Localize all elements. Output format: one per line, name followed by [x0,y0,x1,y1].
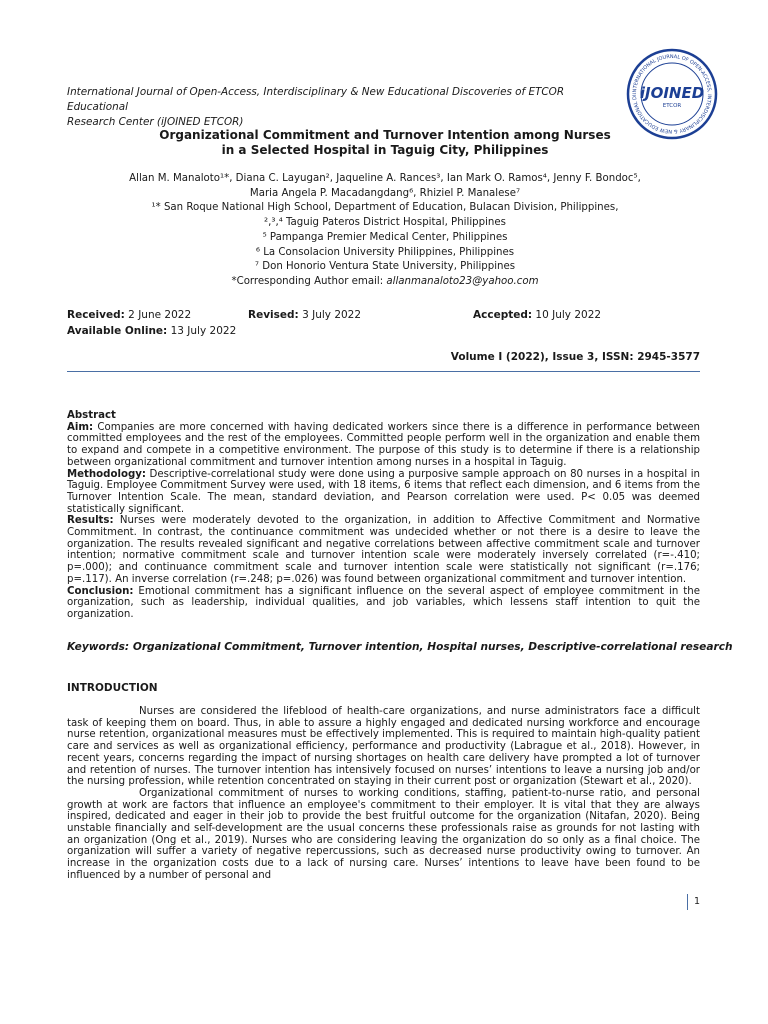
header-divider [67,371,700,372]
affiliation-2: ²,³,⁴ Taguig Pateros District Hospital, Philippines [264,217,506,229]
abstract-heading: Abstract [67,410,116,421]
abstract [67,410,700,621]
abstract-results: Results: Nurses were moderately devoted to the organization, in addition to Affective Commitment and Normative Commitment. In contrast, the continuance commitment was undecided whether or not there is a desire to leave the organization. The results revealed significant and negative correlations between affective commitment scale and turnover intention; normative commitment scale and turnover intention scale were moderately inversely correlated (r=-.410; p=.000); and continuance commitment scale and turnover intention scale were statistically not significant (r=.176; p=.117). An inverse correlation (r=.248; p=.026) was found between organizational commitment and turnover intention. [67,515,700,585]
online-date: Available Online: 13 July 2022 [67,325,237,337]
introduction-heading: INTRODUCTION [67,682,158,694]
paper-title [67,128,703,158]
affiliation-5: ⁷ Don Honorio Ventura State University, Philippines [254,261,516,273]
journal-name-line1: International Journal of Open-Access, Interdisciplinary & New Educational Discoveries of ETCOR Educational [67,86,565,113]
abstract-methodology: Methodology: Descriptive-correlational study were done using a purposive sample approach on 80 nurses in a hospital in Taguig. Employee Commitment Survey were used, with 18 items, 6 items that reflect each dimension, and 6 items from the Turnover Intention Scale. The mean, standard deviation, and Pearson correlation were used. P< 0.05 was deemed statistically significant. [67,468,700,515]
abstract-aim: Aim: Companies are more concerned with having dedicated workers since there is a difference in performance between committed employees and the rest of the employees. Committed people perform well in the organization and enable them to expand and compete in a competitive environment. The purpose of this study is to determine if there is a relationship between organizational commitment and turnover intention among nurses in a hospital in Taguig. [67,421,700,468]
introduction-paragraph: Nurses are considered the lifeblood of health-care organizations, and nurse administrators face a difficult task of keeping them on board. Thus, in able to assure a highly engaged and dedicated nursing workforce and encourage nurse retention, organizational measures must be effectively implemented. This is required to maintain high-quality patient care and services as well as organizational efficiency, performance and productivity (Labrague et al., 2018). However, in recent years, concerns regarding the impact of nursing shortages on health care delivery have prompted a lot of turnover and retention of nurses. The turnover intention has intensively focused on nurses’ intentions to leave a nursing job and/or the nursing profession, while retention concentrated on staying in their current post or organization (Stewart et al., 2020). [67,706,700,788]
keywords: Keywords: Organizational Commitment, Turnover intention, Hospital nurses, Descriptive-correlational research [67,641,733,653]
received-date: Received: 2 June 2022 [67,309,192,321]
paper-title-line2: in a Selected Hospital in Taguig City, Philippines [221,143,549,157]
page-number-bar [687,894,688,910]
affiliation-4: ⁶ La Consolacion University Philippines, Philippines [255,246,515,258]
page-number: 1 [694,896,701,907]
accepted-date: Accepted: 10 July 2022 [473,309,602,321]
journal-logo [626,48,718,140]
abstract-conclusion: Conclusion: Emotional commitment has a significant influence on the several aspect of employee commitment in the organization, such as leadership, individual qualities, and job variables, which lessens staff intention to quit the organization. [67,585,700,620]
volume-issue: Volume I (2022), Issue 3, ISSN: 2945-3577 [450,351,700,363]
corresponding-label: *Corresponding Author email: [231,275,387,287]
journal-name-line2: Research Center (iJOINED ETCOR) [67,116,244,128]
revised-date: Revised: 3 July 2022 [248,309,362,321]
introduction-paragraph: Organizational commitment of nurses to working conditions, staffing, patient-to-nurse ratio, and personal growth at work are factors that influence an employee's commitment to their employer. It is vital that they are always inspired, dedicated and eager in their job to provide the best fruitful outcome for the organization (Nitafan, 2020). Being unstable financially and self-development are the usual concerns these professionals raise as grounds for not lasting with an organization (Ong et al., 2019). Nurses who are considering leaving the organization do so only as a final choice. The organization will suffer a variety of negative repercussions, such as decreased nurse productivity owing to turnover. An increase in the organization costs due to a lack of nursing care. Nurses’ intentions to leave have been found to be influenced by a number of personal and [67,787,700,881]
logo-sub: ETCOR [662,103,682,109]
affiliation-3: ⁵ Pampanga Premier Medical Center, Philippines [262,231,508,243]
logo-name: iJOINED [639,84,705,102]
affiliation-1: ¹* San Roque National High School, Department of Education, Bulacan Division, Philippines, [151,202,619,214]
logo-ring-text: INTERNATIONAL JOURNAL OF OPEN-ACCESS, INTERDISCIPLINARY & NEW EDUCATIONAL DI [631,53,713,135]
introduction-body [67,706,700,882]
journal-header [67,85,627,130]
paper-title-line1: Organizational Commitment and Turnover Intention among Nurses [159,128,611,142]
corresponding-email: allanmanaloto23@yahoo.com [386,275,539,287]
author-list-line1: Allan M. Manaloto¹*, Diana C. Layugan², Jaqueline A. Rances³, Ian Mark O. Ramos⁴, Jenny F. Bondoc⁵, [129,173,641,184]
author-list-line2: Maria Angela P. Macadangdang⁶, Rhiziel P. Manalese⁷ [249,187,521,199]
author-block [67,172,703,290]
corresponding-author [67,275,703,290]
